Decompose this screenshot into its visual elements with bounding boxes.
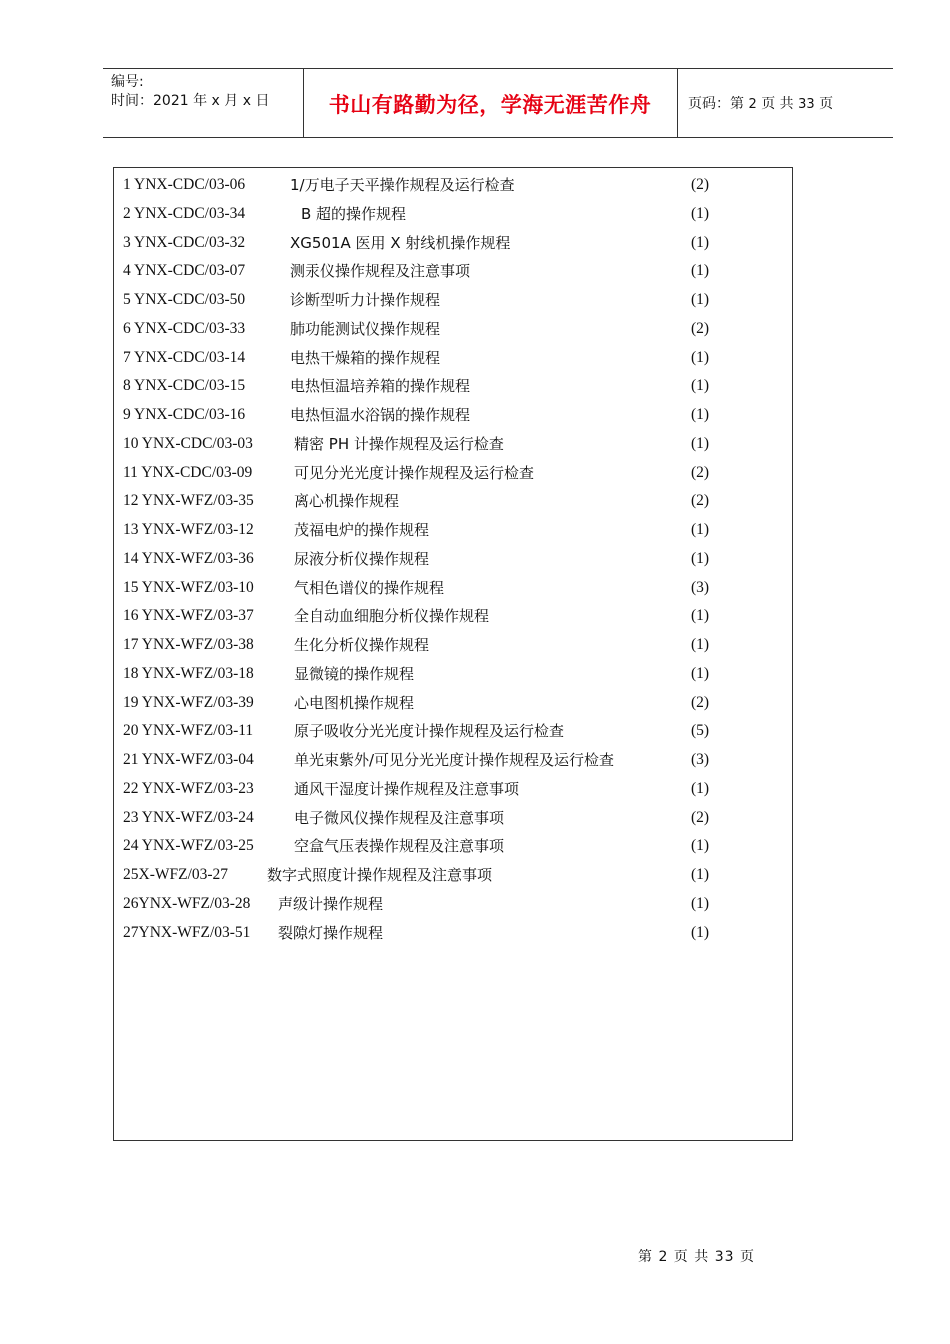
item-code: 6 YNX-CDC/03-33	[123, 319, 246, 337]
item-name: 心电图机操作规程	[294, 693, 415, 712]
item-name: 裂隙灯操作规程	[278, 923, 384, 942]
item-code: 18 YNX-WFZ/03-18	[123, 664, 254, 682]
list-item	[123, 923, 792, 952]
list-item	[123, 233, 792, 262]
item-pages: (1)	[691, 866, 710, 883]
item-name: 电热恒温培养箱的操作规程	[290, 377, 471, 396]
item-code: 16 YNX-WFZ/03-37	[123, 607, 254, 625]
page-header	[103, 68, 893, 138]
list-item	[123, 319, 792, 348]
item-name: 电热恒温水浴锅的操作规程	[290, 406, 471, 424]
item-name: 诊断型听力计操作规程	[290, 291, 441, 309]
item-pages: (1)	[691, 607, 710, 625]
item-pages: (2)	[691, 693, 710, 711]
item-code: 20 YNX-WFZ/03-11	[123, 722, 254, 740]
item-name: 肺功能测试仪操作规程	[290, 319, 441, 338]
list-item	[123, 434, 792, 463]
item-name: 1/万电子天平操作规程及运行检查	[290, 176, 515, 194]
list-item	[123, 376, 792, 405]
list-item	[123, 491, 792, 520]
item-pages: (2)	[691, 319, 710, 337]
list-item	[123, 865, 792, 894]
item-pages: (1)	[691, 837, 710, 855]
item-name: 尿液分析仪操作规程	[294, 549, 430, 568]
list-item	[123, 578, 792, 607]
item-pages: (1)	[691, 636, 710, 653]
item-code: 1 YNX-CDC/03-06	[123, 176, 246, 193]
item-pages: (1)	[691, 923, 710, 941]
item-name: 电子微风仪操作规程及注意事项	[294, 808, 505, 827]
list-item	[123, 606, 792, 635]
page-total: 33	[798, 97, 815, 112]
list-item	[123, 175, 792, 204]
page-footer: 第 2 页 共 33 页	[638, 1249, 755, 1265]
item-code: 27YNX-WFZ/03-51	[123, 923, 251, 941]
procedure-list-box	[113, 167, 793, 1141]
item-pages: (1)	[691, 779, 710, 797]
item-code: 3 YNX-CDC/03-32	[123, 233, 246, 251]
page-mid-label: 页 共	[761, 96, 794, 112]
item-code: 4 YNX-CDC/03-07	[123, 262, 246, 280]
item-pages: (1)	[691, 204, 710, 222]
item-name: 测汞仪操作规程及注意事项	[290, 262, 471, 281]
header-divider	[677, 69, 678, 137]
item-name: 可见分光光度计操作规程及运行检查	[294, 463, 535, 482]
item-name: 原子吸收分光光度计操作规程及运行检查	[294, 722, 565, 741]
item-code: 17 YNX-WFZ/03-38	[123, 636, 254, 653]
item-name: 数字式照度计操作规程及注意事项	[267, 866, 493, 884]
item-pages: (2)	[691, 492, 710, 510]
item-code: 9 YNX-CDC/03-16	[123, 406, 246, 423]
item-pages: (2)	[691, 463, 710, 481]
list-item	[123, 836, 792, 865]
item-pages: (1)	[691, 262, 710, 280]
item-pages: (1)	[691, 233, 710, 251]
item-name: 通风干湿度计操作规程及注意事项	[294, 779, 520, 798]
header-page-info	[688, 93, 833, 113]
item-code: 21 YNX-WFZ/03-04	[123, 751, 254, 768]
list-item	[123, 348, 792, 377]
item-name: 显微镜的操作规程	[294, 664, 415, 683]
time-label: 时间：2021 年 x 月 x 日	[111, 93, 270, 109]
list-item	[123, 549, 792, 578]
item-pages: (1)	[691, 291, 710, 308]
item-code: 10 YNX-CDC/03-03	[123, 434, 253, 452]
page-number: 2	[748, 97, 757, 112]
item-code: 19 YNX-WFZ/03-39	[123, 693, 254, 711]
item-name: XG501A 医用 X 射线机操作规程	[290, 233, 511, 252]
page-end-label: 页	[819, 96, 834, 112]
header-meta	[111, 73, 307, 111]
item-code: 5 YNX-CDC/03-50	[123, 291, 246, 308]
item-pages: (1)	[691, 348, 710, 366]
list-item	[123, 204, 792, 233]
item-code: 23 YNX-WFZ/03-24	[123, 808, 254, 826]
item-name: 茂福电炉的操作规程	[294, 521, 430, 539]
item-code: 11 YNX-CDC/03-09	[123, 463, 253, 481]
item-name: 全自动血细胞分析仪操作规程	[294, 607, 490, 626]
item-name: 生化分析仪操作规程	[294, 636, 430, 654]
item-name: 单光束紫外/可见分光光度计操作规程及运行检查	[294, 751, 615, 769]
item-name: 精密 PH 计操作规程及运行检查	[294, 434, 504, 453]
item-pages: (1)	[691, 549, 710, 567]
item-name: 声级计操作规程	[278, 894, 384, 913]
item-name: 电热干燥箱的操作规程	[290, 348, 441, 367]
item-code: 24 YNX-WFZ/03-25	[123, 837, 254, 855]
item-code: 15 YNX-WFZ/03-10	[123, 578, 254, 596]
number-label: 编号:	[111, 74, 144, 90]
list-item	[123, 779, 792, 808]
item-code: 25X-WFZ/03-27	[123, 866, 229, 883]
list-item	[123, 894, 792, 923]
item-pages: (5)	[691, 722, 710, 740]
list-item	[123, 463, 792, 492]
list-item	[123, 261, 792, 290]
item-code: 8 YNX-CDC/03-15	[123, 377, 246, 395]
list-item	[123, 290, 792, 319]
list-item	[123, 520, 792, 549]
item-pages: (2)	[691, 808, 710, 826]
item-pages: (1)	[691, 377, 710, 395]
list-item	[123, 808, 792, 837]
list-item	[123, 721, 792, 750]
list-item	[123, 664, 792, 693]
procedure-list	[123, 175, 792, 951]
item-code: 26YNX-WFZ/03-28	[123, 894, 251, 912]
header-motto: 书山有路勤为径，学海无涯苦作舟	[328, 93, 652, 117]
item-name: 气相色谱仪的操作规程	[294, 578, 445, 597]
item-pages: (1)	[691, 434, 710, 452]
item-code: 7 YNX-CDC/03-14	[123, 348, 246, 366]
item-pages: (2)	[691, 176, 710, 193]
item-pages: (1)	[691, 664, 710, 682]
item-name: B 超的操作规程	[301, 204, 407, 223]
list-item	[123, 693, 792, 722]
item-code: 2 YNX-CDC/03-34	[123, 204, 246, 222]
item-pages: (1)	[691, 894, 710, 912]
item-code: 12 YNX-WFZ/03-35	[123, 492, 254, 510]
item-name: 空盒气压表操作规程及注意事项	[294, 837, 505, 856]
item-code: 14 YNX-WFZ/03-36	[123, 549, 254, 567]
item-name: 离心机操作规程	[294, 492, 400, 511]
list-item	[123, 405, 792, 434]
item-pages: (3)	[691, 578, 710, 596]
item-code: 22 YNX-WFZ/03-23	[123, 779, 254, 797]
item-code: 13 YNX-WFZ/03-12	[123, 521, 254, 538]
list-item	[123, 750, 792, 779]
page-label: 页码：第	[688, 96, 744, 112]
list-item	[123, 635, 792, 664]
item-pages: (3)	[691, 751, 710, 768]
item-pages: (1)	[691, 406, 710, 423]
item-pages: (1)	[691, 521, 710, 538]
